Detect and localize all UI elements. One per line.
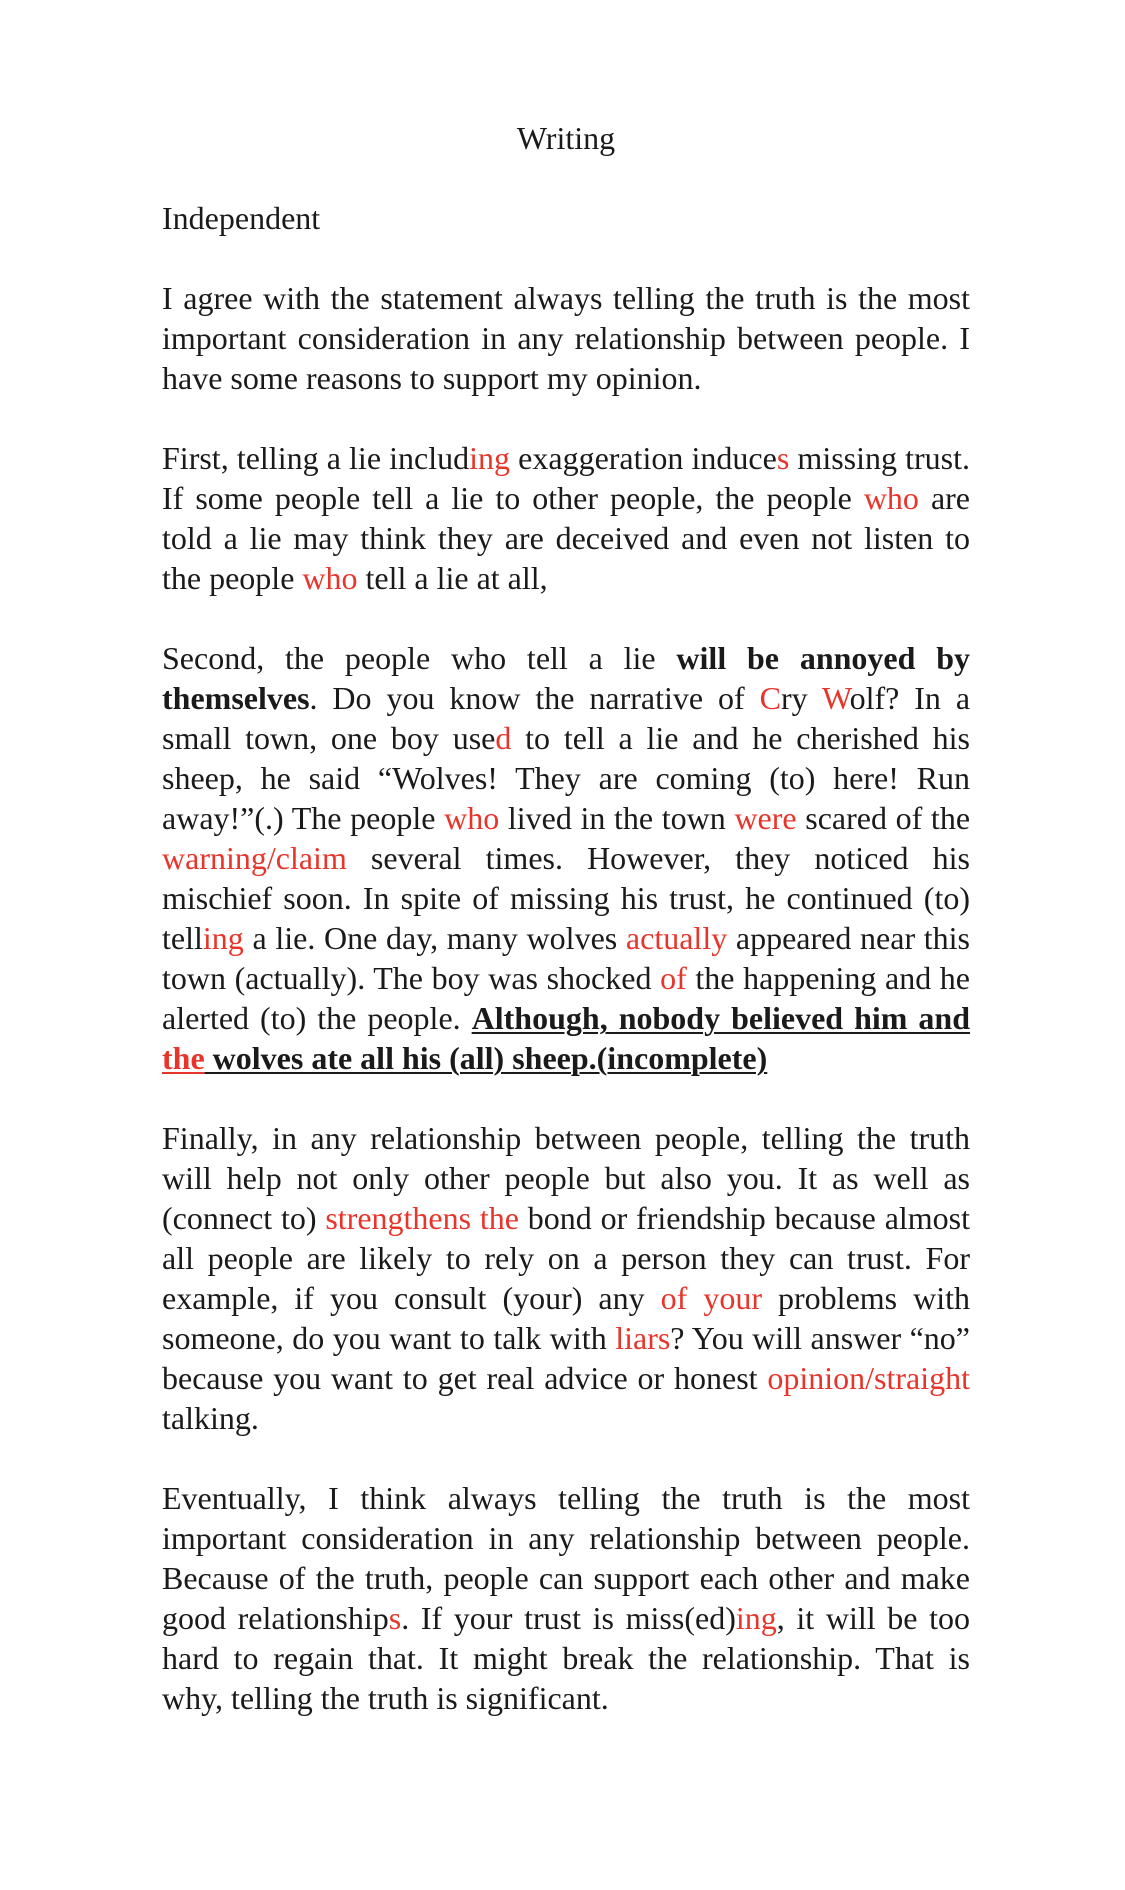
correction-text: warning/claim [162, 840, 347, 876]
essay-text: several times. However, they noticed his mischief soon. In spite of missing his trust, he continued (to) tell [162, 840, 970, 956]
correction-text: actually [625, 920, 728, 956]
essay-text: . Do you know the narrative of [309, 680, 760, 716]
essay-text: are told a lie may think they are deceived and even not listen to the people [162, 480, 971, 596]
essay-text: problems with someone, do you want to talk with [162, 1280, 971, 1356]
correction-text: the [162, 1040, 205, 1076]
essay-text: missing trust. If some people tell a lie to other people, the people [162, 440, 971, 516]
correction-text: who [302, 560, 358, 596]
essay-text: Second, the people who tell a lie [162, 640, 677, 676]
essay-paragraph [162, 1478, 970, 1718]
correction-text: d [495, 720, 512, 756]
correction-text: ing [202, 920, 244, 956]
essay-text: the happening and he alerted (to) the people. [162, 960, 971, 1036]
essay-text: ? You will answer “no” because you want to get real advice or honest [162, 1320, 971, 1396]
essay-text: wolves ate all his (all) sheep.(incomplete) [204, 1040, 768, 1076]
correction-text: who [863, 480, 919, 516]
essay-text: I agree with the statement always telling the truth is the most important consideration in any relationship between people. I have some reasons to support my opinion. [162, 280, 970, 396]
correction-text: of your [660, 1280, 762, 1316]
essay-text: will be annoyed by themselves [162, 640, 971, 716]
essay-text: . If your trust is miss(ed) [401, 1600, 736, 1636]
essay-text: First, telling a lie includ [162, 440, 470, 476]
correction-text: who [444, 800, 500, 836]
essay-text: ry [780, 680, 822, 716]
essay-text: exaggeration induce [510, 440, 777, 476]
correction-text: C [759, 680, 781, 716]
document-title: Writing [516, 120, 616, 156]
correction-text: W [821, 680, 850, 716]
document-page [162, 118, 970, 1758]
essay-text: , it will be too hard to regain that. It might break the relationship. That is why, telling the truth is significant. [162, 1600, 971, 1716]
correction-text: were [734, 800, 797, 836]
essay-text: tell a lie at all, [357, 560, 548, 596]
essay-paragraph [162, 438, 970, 598]
essay-text: scared of the [796, 800, 971, 836]
essay-paragraph [162, 638, 970, 1078]
essay-text: bond or friendship because almost all people are likely to rely on a person they can trust. For example, if you consult (your) any [162, 1200, 971, 1316]
essay-body [162, 278, 970, 1718]
essay-text: Although, nobody believed him and [471, 1000, 970, 1036]
correction-text: liars [615, 1320, 671, 1356]
essay-text: Finally, in any relationship between people, telling the truth will help not only other people but also you. It as well as (connect to) [162, 1120, 970, 1236]
correction-text: of [660, 960, 687, 996]
essay-text: Eventually, I think always telling the truth is the most important consideration in any relationship between people. Because of the truth, people can support each other and make good relationship [162, 1480, 970, 1636]
essay-text: olf? In a small town, one boy use [162, 680, 971, 756]
essay-text: a lie. One day, many wolves [243, 920, 626, 956]
essay-paragraph [162, 1118, 970, 1438]
correction-text: strengthens the [325, 1200, 519, 1236]
essay-text: appeared near this town (actually). The boy was shocked [162, 920, 971, 996]
essay-text: lived in the town [499, 800, 735, 836]
essay-text: to tell a lie and he cherished his sheep, he said “Wolves! They are coming (to) here! Run away!”(.) The people [162, 720, 971, 836]
essay-text: talking. [162, 1400, 259, 1436]
correction-text: ing [735, 1600, 777, 1636]
correction-text: s [776, 440, 790, 476]
correction-text: opinion/straight [767, 1360, 970, 1396]
correction-text: ing [469, 440, 511, 476]
essay-paragraph [162, 278, 970, 398]
correction-text: s [388, 1600, 402, 1636]
section-heading: Independent [162, 200, 321, 236]
